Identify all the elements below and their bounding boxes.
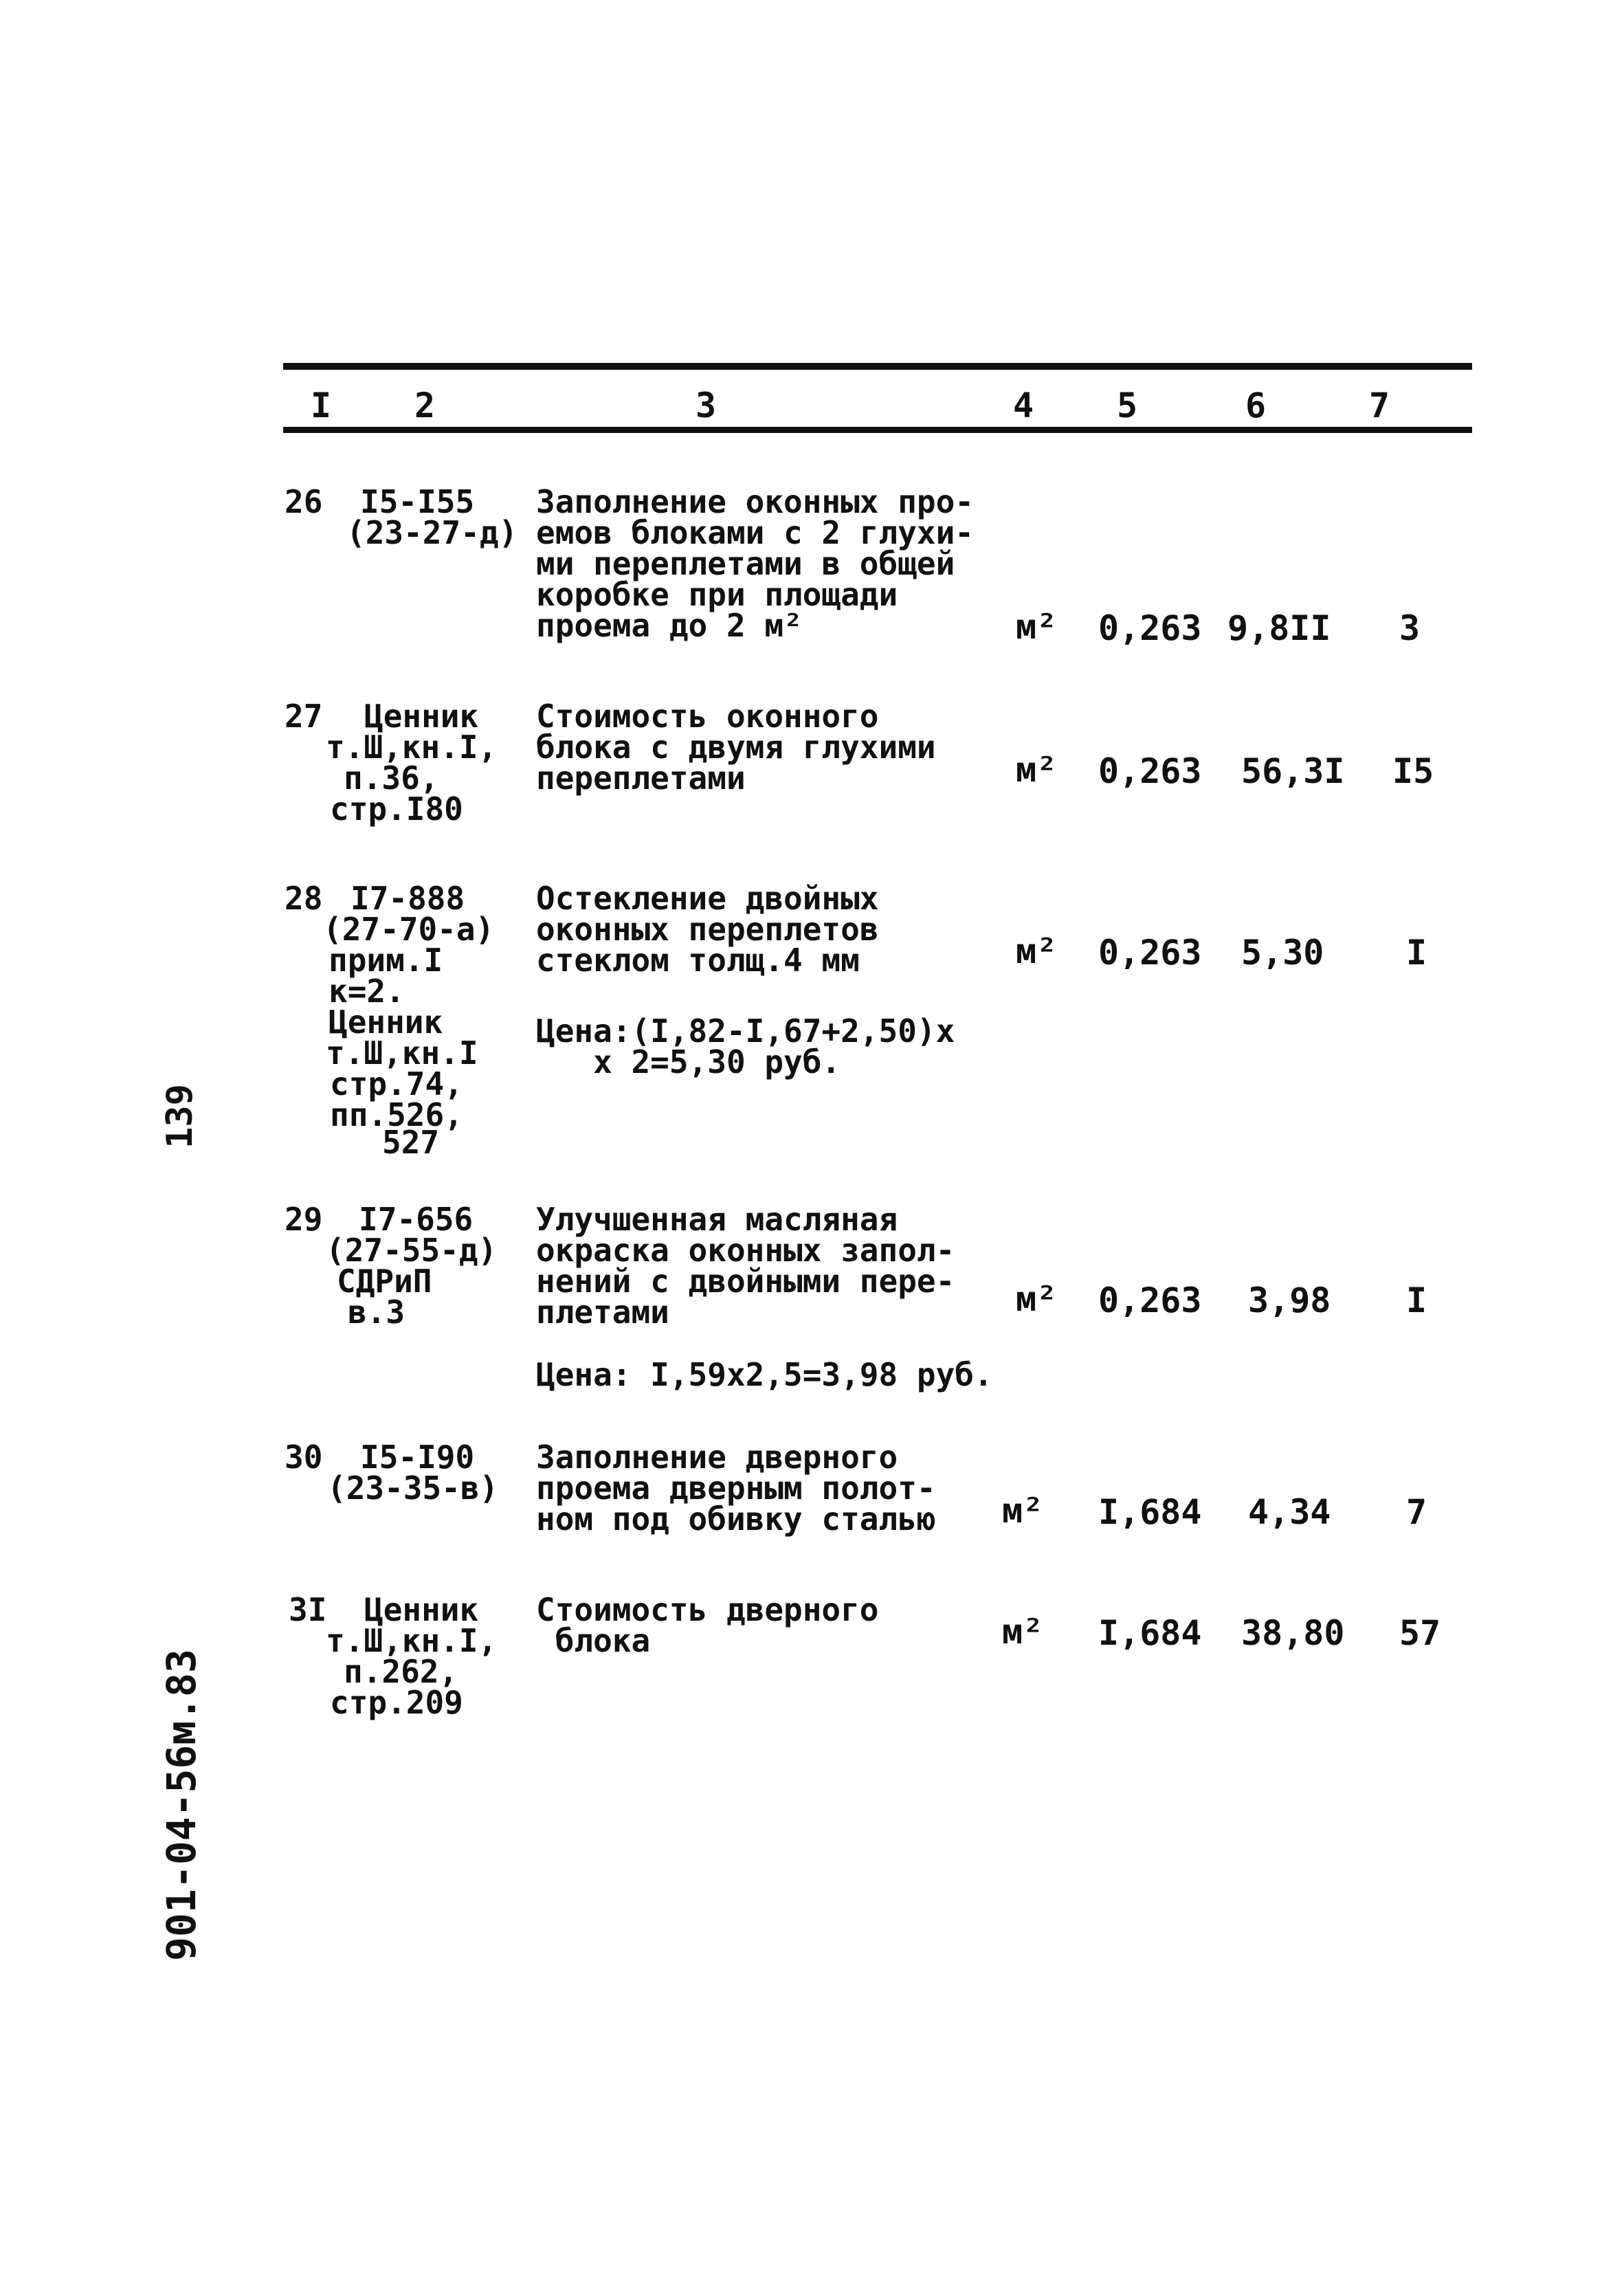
desc-line: стеклом толщ.4 мм (536, 942, 860, 979)
row-number: 27 (285, 698, 323, 735)
desc-line: ном под обивку сталью (536, 1500, 936, 1538)
code-line: I7-656 (359, 1201, 474, 1238)
desc-line: коробке при площади (536, 576, 898, 613)
code-line: I5-I55 (360, 483, 475, 520)
unit: м² (1002, 1612, 1044, 1652)
quantity: 0,263 (1098, 1280, 1202, 1320)
code-line: стр.74, (330, 1065, 463, 1102)
desc-line: Заполнение дверного (536, 1439, 898, 1476)
unit: м² (1016, 931, 1058, 971)
price-note-line: х 2=5,30 руб. (536, 1043, 841, 1080)
code-line: Ценник (329, 1004, 443, 1041)
price-note-line: Цена: I,59х2,5=3,98 руб. (536, 1356, 993, 1393)
code-line: 527 (382, 1124, 440, 1161)
code-line: т.Ш,кн.I (326, 1034, 478, 1072)
page-number: 139 (159, 1084, 201, 1149)
code-line: в.3 (348, 1294, 405, 1331)
price-note-line: Цена:(I,82-I,67+2,50)х (536, 1012, 955, 1050)
code-line: (27-70-а) (323, 911, 495, 948)
unit: м² (1016, 1279, 1058, 1319)
code-line: Ценник (364, 1591, 479, 1628)
column-header-4: 4 (1013, 386, 1034, 425)
desc-line: Стоимость оконного (536, 698, 879, 735)
total: I (1406, 1280, 1427, 1320)
row-number: 3I (289, 1591, 327, 1628)
unit-price: 9,8II (1227, 608, 1331, 648)
column-header-1: I (311, 386, 332, 425)
quantity: I,684 (1098, 1613, 1202, 1653)
unit: м² (1016, 750, 1058, 790)
total: I5 (1392, 751, 1434, 791)
column-header-3: 3 (696, 386, 717, 425)
unit: м² (1016, 607, 1058, 647)
code-line: СДРиП (337, 1263, 432, 1300)
desc-line: проема до 2 м² (536, 607, 803, 644)
desc-line: Улучшенная масляная (536, 1201, 898, 1238)
quantity: I,684 (1098, 1492, 1202, 1532)
desc-line: блока с двумя глухими (536, 729, 936, 766)
unit-price: 56,3I (1241, 751, 1345, 791)
table-top-rule (283, 363, 1472, 370)
desc-line: переплетами (536, 759, 746, 797)
total: 3 (1399, 608, 1421, 648)
document-code: 901-04-56м.83 (158, 1649, 205, 1961)
column-header-7: 7 (1369, 386, 1390, 425)
unit-price: 38,80 (1241, 1613, 1345, 1653)
code-line: I7-888 (351, 880, 465, 917)
total: 7 (1406, 1492, 1427, 1532)
table-header-rule (283, 427, 1472, 433)
desc-line: проема дверным полот- (536, 1470, 936, 1507)
code-line: п.262, (344, 1653, 458, 1690)
code-line: т.Ш,кн.I, (326, 1622, 498, 1659)
code-line: (23-35-в) (327, 1470, 499, 1507)
desc-line: окраска оконных запол- (536, 1232, 955, 1269)
desc-line: Остекление двойных (536, 880, 879, 917)
code-line: Ценник (364, 698, 479, 735)
quantity: 0,263 (1098, 933, 1202, 973)
quantity: 0,263 (1098, 608, 1202, 648)
code-line: (27-55-д) (326, 1232, 498, 1269)
row-number: 26 (285, 483, 323, 520)
row-number: 28 (285, 880, 323, 917)
code-line: (23-27-д) (346, 514, 518, 551)
desc-line: ми переплетами в общей (536, 545, 955, 582)
unit-price: 3,98 (1248, 1280, 1331, 1320)
desc-line: блока (536, 1622, 651, 1659)
row-number: 30 (285, 1439, 323, 1476)
desc-line: Заполнение оконных про- (536, 483, 974, 520)
column-header-5: 5 (1117, 386, 1138, 425)
code-line: I5-I90 (360, 1439, 475, 1476)
code-line: пп.526, (330, 1096, 463, 1133)
desc-line: емов блоками с 2 глухи- (536, 514, 974, 551)
column-header-6: 6 (1245, 386, 1267, 425)
column-header-2: 2 (414, 386, 436, 425)
unit: м² (1002, 1491, 1044, 1531)
desc-line: нений с двойными пере- (536, 1263, 955, 1300)
desc-line: Стоимость дверного (536, 1591, 879, 1628)
unit-price: 4,34 (1248, 1492, 1331, 1532)
code-line: к=2. (329, 973, 405, 1010)
unit-price: 5,30 (1241, 933, 1324, 973)
code-line: т.Ш,кн.I, (326, 729, 498, 766)
code-line: п.36, (344, 759, 439, 797)
code-line: стр.209 (330, 1684, 463, 1721)
code-line: стр.I80 (330, 790, 463, 828)
quantity: 0,263 (1098, 751, 1202, 791)
total: I (1406, 933, 1427, 973)
code-line: прим.I (329, 942, 443, 979)
row-number: 29 (285, 1201, 323, 1238)
total: 57 (1399, 1613, 1441, 1653)
desc-line: плетами (536, 1294, 669, 1331)
desc-line: оконных переплетов (536, 911, 879, 948)
